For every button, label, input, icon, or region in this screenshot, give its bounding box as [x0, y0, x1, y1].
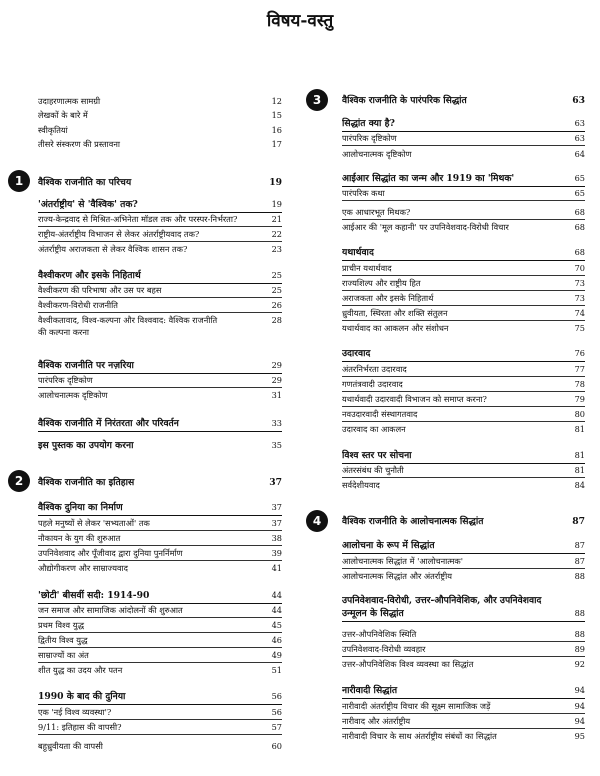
- toc-entry[interactable]: [342, 292, 585, 305]
- toc-entry[interactable]: [342, 643, 585, 656]
- entry-text: गणतंत्रवादी उदारवाद: [342, 379, 403, 389]
- toc-entry[interactable]: [38, 243, 282, 256]
- entry-text: उपनिवेशवाद और पूँजीवाद द्वारा दुनिया पुनर्निर्माण: [38, 548, 183, 558]
- chapter-page: 63: [572, 95, 585, 106]
- divider: [38, 560, 282, 561]
- toc-entry[interactable]: [38, 138, 282, 151]
- entry-text: तीसरे संस्करण की प्रस्तावना: [38, 139, 121, 149]
- entry-page: 78: [574, 379, 585, 389]
- entry-text: नारीवादी विचार के साथ अंतर्राष्ट्रीय संबंधों का सिद्धांत: [342, 731, 497, 741]
- divider: [342, 656, 585, 657]
- entry-page: 81: [574, 424, 585, 434]
- divider: [342, 305, 585, 306]
- section-page: 68: [574, 247, 585, 257]
- divider: [342, 713, 585, 714]
- entry-text: यथार्थवादी उदारवादी विभाजन को समाप्त करना?: [342, 394, 487, 404]
- section-title: आलोचना के रूप में सिद्धांत: [342, 540, 435, 551]
- section-page: 63: [574, 118, 585, 128]
- divider: [342, 391, 585, 392]
- section-page: 65: [574, 173, 585, 183]
- section-title: 'अंतर्राष्ट्रीय' से 'वैश्विक' तक?: [38, 199, 138, 210]
- entry-text: 9/11: इतिहास की वापसी?: [38, 722, 122, 732]
- divider: [342, 421, 585, 422]
- toc-entry[interactable]: [342, 206, 585, 219]
- toc-entry[interactable]: [38, 634, 282, 647]
- toc-entry[interactable]: [38, 664, 282, 677]
- toc-entry[interactable]: [38, 517, 282, 530]
- entry-text: ध्रुवीयता, स्थिरता और शक्ति संतुलन: [342, 308, 448, 318]
- entry-page: 60: [271, 741, 282, 751]
- section-title: विश्व स्तर पर सोचना: [342, 450, 412, 461]
- toc-entry[interactable]: [342, 570, 585, 583]
- entry-text: आलोचनात्मक दृष्टिकोण: [342, 149, 412, 159]
- chapter-number-badge: 2: [8, 470, 30, 492]
- divider: [342, 320, 585, 321]
- section-title: वैश्वीकरण और इसके निहितार्थ: [38, 270, 141, 281]
- toc-entry[interactable]: [342, 132, 585, 145]
- toc-entry[interactable]: [38, 619, 282, 632]
- toc-entry[interactable]: [342, 148, 585, 161]
- entry-text: लेखकों के बारे में: [38, 110, 88, 120]
- section-page: 94: [574, 685, 585, 695]
- entry-page: 37: [271, 518, 282, 528]
- entry-text: उदारवाद का आकलन: [342, 424, 406, 434]
- entry-page: 25: [271, 285, 282, 295]
- entry-page: 63: [574, 133, 585, 143]
- entry-page: 74: [574, 308, 585, 318]
- chapter-number-badge: 4: [306, 510, 328, 532]
- section-page: 37: [271, 502, 282, 512]
- entry-text: प्रथम विश्व युद्ध: [38, 620, 84, 630]
- entry-page: 89: [574, 644, 585, 654]
- section-page: 56: [271, 691, 282, 701]
- divider: [38, 545, 282, 546]
- entry-page: 49: [271, 650, 282, 660]
- toc-entry[interactable]: [342, 393, 585, 406]
- section-title: नारीवादी सिद्धांत: [342, 685, 398, 696]
- section-heading[interactable]: [342, 539, 585, 552]
- entry-page: 68: [574, 222, 585, 232]
- divider: [38, 515, 282, 516]
- divider: [38, 632, 282, 633]
- entry-page: 77: [574, 364, 585, 374]
- section-title: 'छोटी' बीसवीं सदी: 1914-90: [38, 590, 150, 601]
- entry-page: 64: [574, 149, 585, 159]
- entry-page: 94: [574, 716, 585, 726]
- toc-entry[interactable]: [342, 363, 585, 376]
- divider: [342, 260, 585, 261]
- entry-page: 38: [271, 533, 282, 543]
- entry-page: 56: [271, 707, 282, 717]
- entry-text: एक आधारभूत मिथक?: [342, 207, 411, 217]
- toc-entry[interactable]: [342, 423, 585, 436]
- toc-entry[interactable]: [38, 721, 282, 734]
- entry-page: 79: [574, 394, 585, 404]
- entry-text: स्वीकृतियां: [38, 125, 68, 135]
- divider: [342, 290, 585, 291]
- toc-entry[interactable]: [38, 562, 282, 575]
- entry-text: आलोचनात्मक दृष्टिकोण: [38, 390, 108, 400]
- entry-text: आलोचनात्मक सिद्धांत में 'आलोचनात्मक': [342, 556, 463, 566]
- toc-entry[interactable]: [38, 604, 282, 617]
- page-title: विषय-वस्तु: [266, 11, 334, 31]
- section-title: 1990 के बाद की दुनिया: [38, 691, 126, 702]
- section-title: वैश्विक दुनिया का निर्माण: [38, 502, 123, 513]
- divider: [38, 241, 282, 242]
- entry-page: 94: [574, 701, 585, 711]
- entry-text: जन समाज और सामाजिक आंदोलनों की शुरुआत: [38, 605, 183, 615]
- entry-text: उत्तर-औपनिवेशिक विश्व व्यवस्था का सिद्धांत: [342, 659, 474, 669]
- toc-entry[interactable]: [342, 277, 585, 290]
- entry-text: राज्य-केन्द्रवाद से मिश्रित-अभिनेता मॉडल तक और परस्पर-निर्भरता?: [38, 214, 238, 224]
- toc-entry[interactable]: [342, 221, 585, 234]
- divider: [342, 641, 585, 642]
- entry-text: औद्योगीकरण और साम्राज्यवाद: [38, 563, 128, 573]
- divider: [342, 361, 585, 362]
- toc-entry[interactable]: [342, 307, 585, 320]
- entry-page: 88: [574, 629, 585, 639]
- section-page: 87: [574, 540, 585, 550]
- divider: [342, 698, 585, 699]
- entry-page: 44: [271, 605, 282, 615]
- section-page: 25: [271, 270, 282, 280]
- toc-entry[interactable]: [38, 314, 282, 340]
- section-heading[interactable]: [38, 269, 282, 282]
- entry-text: वैश्वीकरण की परिभाषा और उस पर बहस: [38, 285, 162, 295]
- entry-text: नौकायन के युग की शुरुआत: [38, 533, 121, 543]
- section-heading[interactable]: [38, 417, 282, 430]
- section-heading[interactable]: [342, 172, 585, 185]
- entry-text: वैश्वीकतावाद, विश्व-कल्पना और विश्ववाद: वैश्विक राजनीति की कल्पना करना: [38, 315, 218, 337]
- chapter-title: वैश्विक राजनीति का इतिहास: [38, 477, 135, 488]
- entry-text: पहले मनुष्यों से लेकर 'सभ्यताओं' तक: [38, 518, 150, 528]
- entry-text: नारीवाद और अंतर्राष्ट्रीय: [342, 716, 411, 726]
- entry-text: द्वितीय विश्व युद्ध: [38, 635, 88, 645]
- section-heading[interactable]: [342, 117, 585, 130]
- entry-text: शीत युद्ध का उदय और पतन: [38, 665, 123, 675]
- divider: [38, 297, 282, 298]
- entry-page: 22: [271, 229, 282, 239]
- divider: [342, 376, 585, 377]
- chapter-heading[interactable]: [342, 515, 585, 528]
- section-page: 44: [271, 590, 282, 600]
- entry-text: पारंपरिक दृष्टिकोण: [342, 133, 397, 143]
- section-heading[interactable]: [342, 347, 585, 360]
- entry-page: 80: [574, 409, 585, 419]
- entry-page: 45: [271, 620, 282, 630]
- divider: [342, 145, 585, 146]
- divider: [38, 387, 282, 388]
- divider: [342, 553, 585, 554]
- section-heading[interactable]: [342, 594, 585, 620]
- entry-text: उदाहरणात्मक सामग्री: [38, 96, 101, 106]
- entry-page: 88: [574, 571, 585, 581]
- divider: [38, 431, 282, 432]
- toc-entry[interactable]: [38, 740, 282, 753]
- section-page: 33: [271, 418, 282, 428]
- toc-entry[interactable]: [342, 658, 585, 671]
- entry-text: बहुध्रुवीयता की वापसी: [38, 741, 103, 751]
- entry-text: साम्राज्यों का अंत: [38, 650, 89, 660]
- section-page: 35: [271, 440, 282, 450]
- chapter-number-badge: 3: [306, 89, 328, 111]
- chapter-number-badge: 1: [8, 170, 30, 192]
- toc-entry[interactable]: [38, 95, 282, 108]
- chapter-page: 87: [572, 516, 585, 527]
- toc-entry[interactable]: [38, 532, 282, 545]
- entry-page: 12: [271, 96, 282, 106]
- toc-entry[interactable]: [38, 299, 282, 312]
- section-heading[interactable]: [38, 359, 282, 372]
- divider: [342, 406, 585, 407]
- toc-entry[interactable]: [342, 700, 585, 713]
- toc-entry[interactable]: [38, 124, 282, 137]
- entry-page: 92: [574, 659, 585, 669]
- chapter-title: वैश्विक राजनीति का परिचय: [38, 177, 132, 188]
- section-title: वैश्विक राजनीति पर नज़रिया: [38, 360, 134, 371]
- toc-entry[interactable]: [38, 374, 282, 387]
- entry-text: उत्तर-औपनिवेशिक स्थिति: [342, 629, 417, 639]
- entry-text: प्राचीन यथार्थवाद: [342, 263, 392, 273]
- section-title: उपनिवेशवाद-विरोधी, उत्तर-औपनिवेशिक, और उपनिवेशवाद उन्मूलन के सिद्धांत: [342, 595, 542, 619]
- entry-page: 21: [271, 214, 282, 224]
- divider: [38, 719, 282, 720]
- entry-page: 87: [574, 556, 585, 566]
- entry-text: एक 'नई विश्व व्यवस्था'?: [38, 707, 112, 717]
- toc-entry[interactable]: [38, 706, 282, 719]
- chapter-title: वैश्विक राजनीति के आलोचनात्मक सिद्धांत: [342, 516, 484, 527]
- entry-text: अंतर्राष्ट्रीय अराजकता से लेकर वैश्विक शासन तक?: [38, 244, 188, 254]
- toc-entry[interactable]: [342, 408, 585, 421]
- divider: [38, 312, 282, 313]
- section-title: वैश्विक राजनीति में निरंतरता और परिवर्तन: [38, 418, 179, 429]
- entry-text: पारंपरिक कथा: [342, 188, 385, 198]
- divider: [38, 734, 282, 735]
- entry-page: 81: [574, 465, 585, 475]
- entry-page: 68: [574, 207, 585, 217]
- toc-entry[interactable]: [342, 378, 585, 391]
- toc-entry[interactable]: [342, 555, 585, 568]
- entry-page: 41: [271, 563, 282, 573]
- entry-page: 73: [574, 293, 585, 303]
- toc-entry[interactable]: [38, 284, 282, 297]
- divider: [38, 704, 282, 705]
- entry-text: आईआर की 'मूल कहानी' पर उपनिवेशवाद-विरोधी विचार: [342, 222, 509, 232]
- entry-page: 70: [574, 263, 585, 273]
- entry-page: 31: [271, 390, 282, 400]
- entry-page: 17: [271, 139, 282, 149]
- toc-entry[interactable]: [38, 649, 282, 662]
- divider: [342, 219, 585, 220]
- section-heading[interactable]: [38, 589, 282, 602]
- entry-page: 46: [271, 635, 282, 645]
- divider: [342, 200, 585, 201]
- entry-text: अराजकता और इसके निहितार्थ: [342, 293, 434, 303]
- toc-entry[interactable]: [342, 479, 585, 492]
- entry-text: पारंपरिक दृष्टिकोण: [38, 375, 93, 385]
- entry-page: 84: [574, 480, 585, 490]
- section-page: 29: [271, 360, 282, 370]
- toc-entry[interactable]: [38, 547, 282, 560]
- entry-text: अंतरसंबंध की चुनौती: [342, 465, 404, 475]
- entry-page: 57: [271, 722, 282, 732]
- toc-entry[interactable]: [342, 187, 585, 200]
- section-heading[interactable]: [342, 246, 585, 259]
- entry-text: राष्ट्रीय-अंतर्राष्ट्रीय विभाजन से लेकर अंतर्राष्ट्रीयवाद तक?: [38, 229, 200, 239]
- entry-page: 95: [574, 731, 585, 741]
- chapter-heading[interactable]: [38, 176, 282, 189]
- toc-entry[interactable]: [342, 715, 585, 728]
- entry-text: राज्यशिल्प और राष्ट्रीय हित: [342, 278, 421, 288]
- section-heading[interactable]: [38, 198, 282, 211]
- section-heading[interactable]: [38, 690, 282, 703]
- section-title: सिद्धांत क्या है?: [342, 118, 395, 129]
- toc-entry[interactable]: [342, 628, 585, 641]
- divider: [342, 275, 585, 276]
- divider: [38, 617, 282, 618]
- entry-text: नारीवादी अंतर्राष्ट्रीय विचार की सूक्ष्म सामाजिक जड़ें: [342, 701, 491, 711]
- entry-text: अंतरनिर्भरता उदारवाद: [342, 364, 407, 374]
- chapter-heading[interactable]: [38, 476, 282, 489]
- entry-text: वैश्वीकरण-विरोधी राजनीति: [38, 300, 118, 310]
- chapter-heading[interactable]: [342, 94, 585, 107]
- chapter-page: 19: [269, 177, 282, 188]
- section-heading[interactable]: [342, 449, 585, 462]
- entry-text: उपनिवेशवाद-विरोधी व्यवहार: [342, 644, 426, 654]
- chapter-title: वैश्विक राजनीति के पारंपरिक सिद्धांत: [342, 95, 467, 106]
- entry-page: 23: [271, 244, 282, 254]
- toc-entry[interactable]: [38, 213, 282, 226]
- entry-text: सर्वदेशीयवाद: [342, 480, 380, 490]
- entry-page: 75: [574, 323, 585, 333]
- divider: [342, 728, 585, 729]
- section-heading[interactable]: [38, 501, 282, 514]
- entry-page: 51: [271, 665, 282, 675]
- divider: [38, 662, 282, 663]
- entry-text: नवउदारवादी संस्थागतवाद: [342, 409, 418, 419]
- entry-page: 29: [271, 375, 282, 385]
- divider: [342, 621, 585, 622]
- toc-entry[interactable]: [342, 322, 585, 335]
- section-page: 76: [574, 348, 585, 358]
- toc-entry[interactable]: [38, 228, 282, 241]
- toc-entry[interactable]: [38, 109, 282, 122]
- entry-page: 73: [574, 278, 585, 288]
- toc-entry[interactable]: [342, 464, 585, 477]
- section-page: 19: [271, 199, 282, 209]
- section-heading[interactable]: [38, 439, 282, 452]
- divider: [342, 477, 585, 478]
- entry-page: 39: [271, 548, 282, 558]
- toc-entry[interactable]: [342, 730, 585, 743]
- entry-page: 65: [574, 188, 585, 198]
- toc-entry[interactable]: [342, 262, 585, 275]
- section-page: 88: [574, 608, 585, 618]
- chapter-page: 37: [269, 477, 282, 488]
- section-title: इस पुस्तक का उपयोग करना: [38, 440, 134, 451]
- entry-page: 15: [271, 110, 282, 120]
- divider: [342, 568, 585, 569]
- section-title: आईआर सिद्धांत का जन्म और 1919 का 'मिथक': [342, 173, 515, 184]
- divider: [38, 647, 282, 648]
- section-heading[interactable]: [342, 684, 585, 697]
- entry-page: 26: [271, 300, 282, 310]
- entry-text: यथार्थवाद का आकलन और संशोधन: [342, 323, 449, 333]
- divider: [38, 530, 282, 531]
- section-title: उदारवाद: [342, 348, 371, 359]
- entry-text: आलोचनात्मक सिद्धांत और अंतर्राष्ट्रीय: [342, 571, 452, 581]
- divider: [38, 226, 282, 227]
- entry-page: 28: [271, 315, 282, 325]
- section-page: 81: [574, 450, 585, 460]
- section-title: यथार्थवाद: [342, 247, 374, 258]
- toc-entry[interactable]: [38, 389, 282, 402]
- entry-page: 16: [271, 125, 282, 135]
